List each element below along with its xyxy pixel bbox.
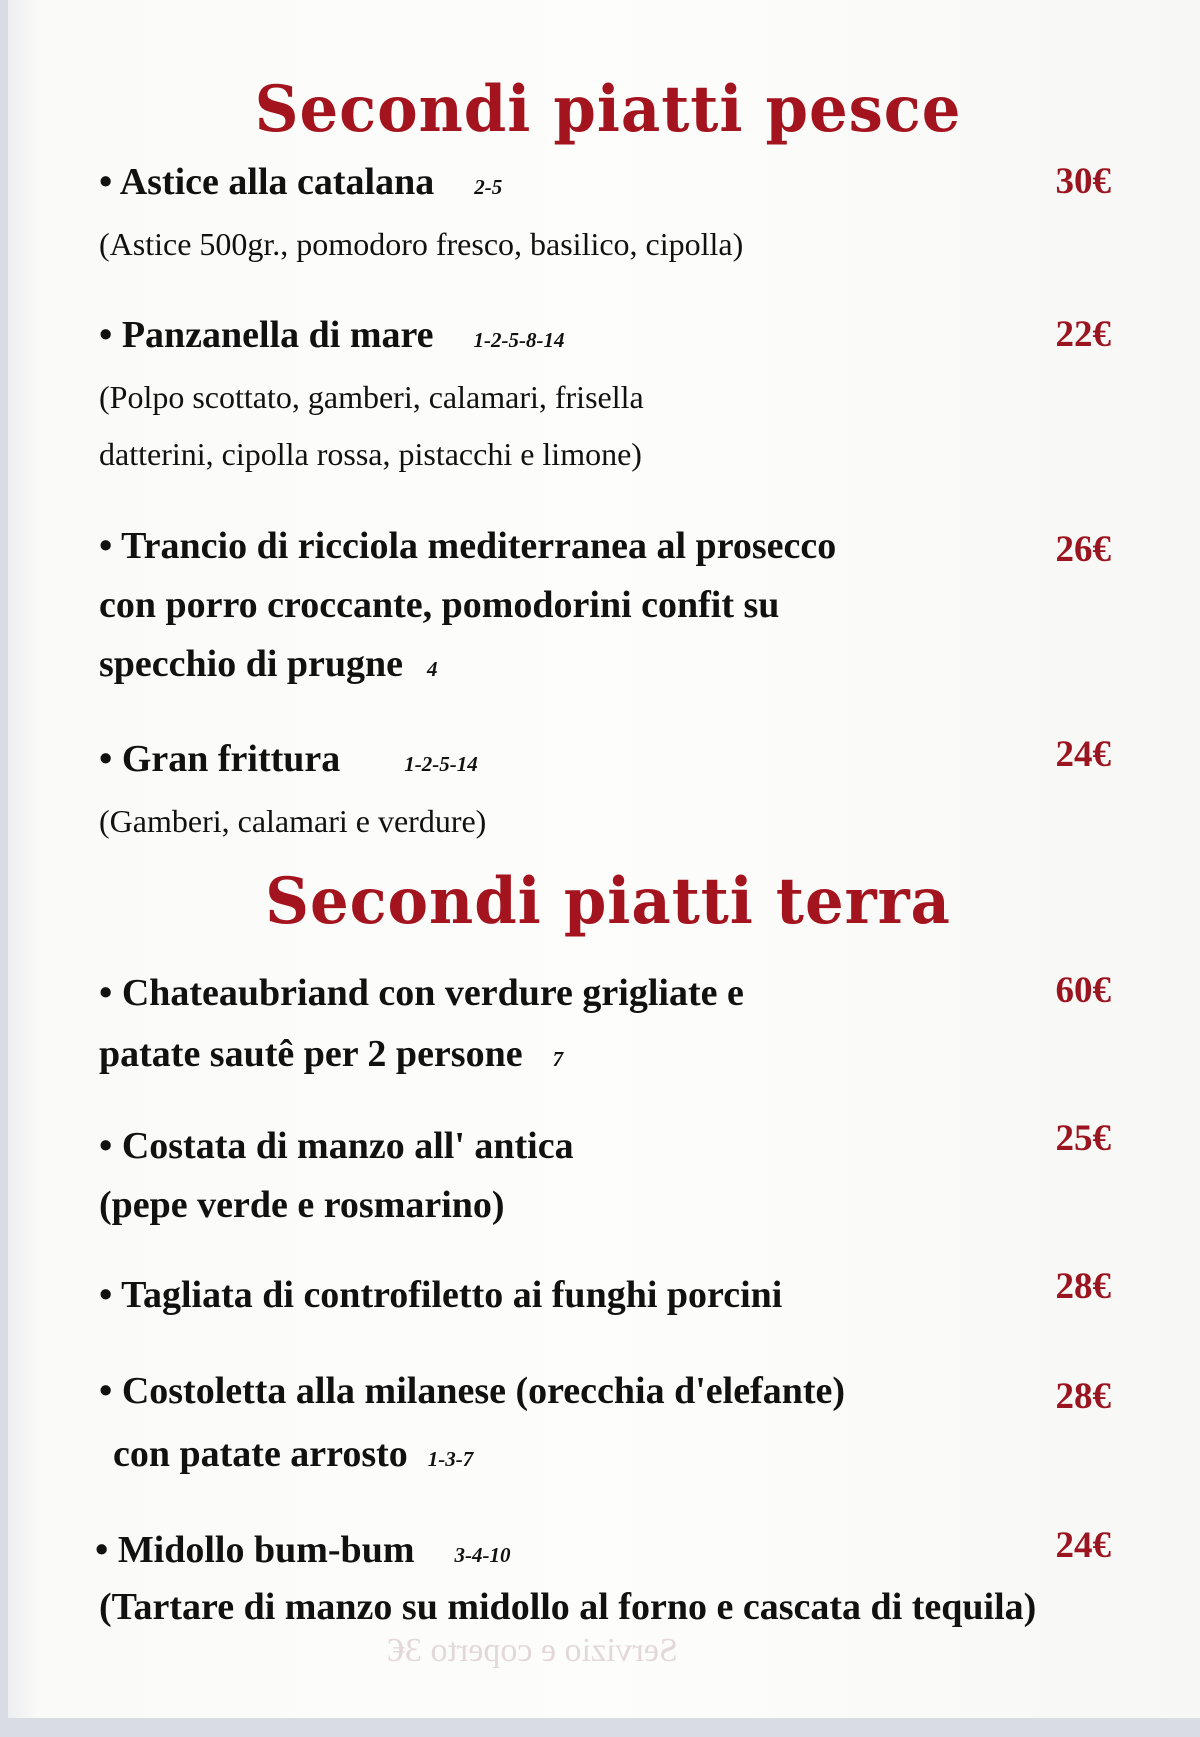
item-name: Chateaubriand con verdure grigliate e [121, 972, 744, 1014]
item-name: Trancio di ricciola mediterranea al prosecco [121, 525, 837, 567]
item-name: Costata di manzo all' antica [121, 1125, 574, 1167]
item-price: 25€ [1055, 1118, 1111, 1159]
item-price: 22€ [1055, 314, 1111, 355]
item-name: Astice alla catalana [119, 161, 435, 203]
item-price: 30€ [1055, 161, 1111, 202]
item-name: Midollo bum-bum [117, 1529, 415, 1571]
item-description: datterini, cipolla rossa, pistacchi e limone) [99, 436, 642, 472]
item-name: Tagliata di controfiletto ai funghi porcini [121, 1274, 783, 1316]
item-name: Gran frittura [121, 738, 341, 780]
item-description: (Polpo scottato, gamberi, calamari, frisella [99, 379, 644, 415]
item-price: 60€ [1055, 970, 1111, 1011]
allergen-codes: 3-4-10 [454, 1543, 511, 1567]
item-description: (Tartare di manzo su midollo al forno e cascata di tequila) [99, 1586, 1037, 1628]
allergen-codes: 2-5 [474, 175, 503, 199]
item-price: 28€ [1055, 1266, 1111, 1307]
bleed-through-text: Servizio e coperto 3€ [388, 1632, 678, 1669]
allergen-codes: 7 [552, 1047, 564, 1071]
item-name: Costoletta alla milanese (orecchia d'elefante) [121, 1370, 846, 1412]
item-name-line2: (pepe verde e rosmarino) [99, 1184, 505, 1226]
item-price: 28€ [1055, 1376, 1111, 1417]
allergen-codes: 1-2-5-14 [404, 752, 478, 776]
item-price: 26€ [1055, 529, 1111, 570]
section-title-pesce: Secondi piatti pesce [254, 72, 962, 147]
item-name-line2: patate sautê per 2 persone [99, 1033, 523, 1075]
item-price: 24€ [1055, 734, 1111, 775]
item-name-line2: con porro croccante, pomodorini confit su [99, 584, 780, 626]
item-description: (Astice 500gr., pomodoro fresco, basilico, cipolla) [99, 226, 744, 262]
item-name: Panzanella di mare [121, 314, 434, 356]
item-name-line3: specchio di prugne [99, 643, 404, 685]
item-name-line2: con patate arrosto [113, 1433, 408, 1475]
item-description: (Gamberi, calamari e verdure) [99, 803, 487, 839]
allergen-codes: 4 [427, 657, 438, 681]
section-title-terra: Secondi piatti terra [265, 864, 951, 939]
allergen-codes: 1-2-5-8-14 [473, 328, 565, 352]
item-price: 24€ [1055, 1525, 1111, 1566]
menu-page: Secondi piatti pesce • Astice alla catalana 2-5 30€ (Astice 500gr., pomodoro fresco, basilico, cipolla) • Panzanella di mare 1-2-5-8-14 22€ (Polpo scottato, gamberi, calamari, frisella datterini, cipolla rossa, pistacchi e limone) • Trancio di ricciola mediterranea al prosecco con porro croccante, pomodorini confit su specchio di prugne 4 26€ • Gran frittura 1-2-5-14 24€ (Gamberi, calamari e verdure) Secondi piatti terra • Chateaubriand con verdure grigliate e patate sautê per 2 persone 7 60€ • Costata di manzo all' antica (pepe verde e rosmarino) 25€ • Tagliata di controfiletto ai funghi porcini 28€ • Costoletta alla milanese (orecchia d'elefante) con patate arrosto 1-3-7 28€ • Midollo bum-bum 3-4-10 24€ (Tartare di manzo su midollo al forno e cascata di tequila) Servizio e coperto 3€ [8, 0, 1200, 1718]
allergen-codes: 1-3-7 [427, 1447, 474, 1471]
